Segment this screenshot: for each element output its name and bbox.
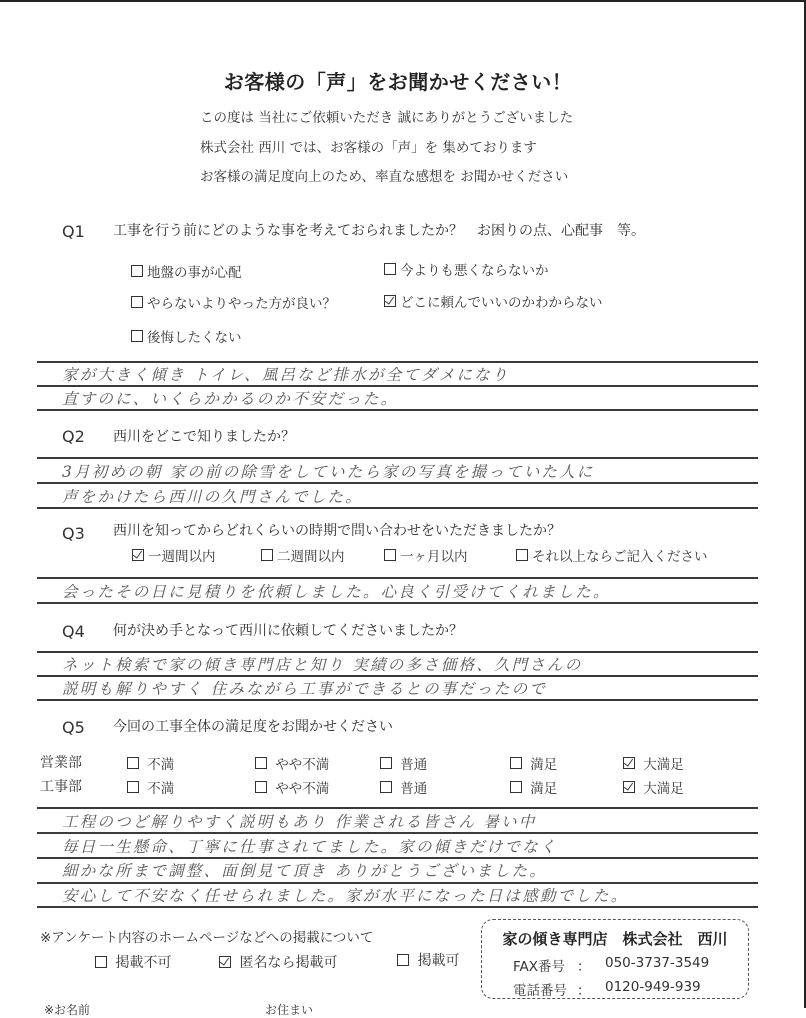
q2-number: Q2 (62, 427, 85, 446)
q3-answer-line-1: 会ったその日に見積りを依頼しました。心良く引受けてくれました。 (62, 583, 611, 601)
option-label: それ以上ならご記入ください (532, 549, 708, 565)
publication-option-not-allowed[interactable] (95, 952, 171, 972)
address-field-label: お住まい (265, 1003, 314, 1017)
construction-option-neutral[interactable] (380, 777, 427, 797)
checkbox-checked-icon[interactable] (623, 757, 635, 769)
option-label: 大満足 (643, 757, 684, 773)
checkbox-icon[interactable] (131, 265, 143, 277)
q1-option-better-to-do[interactable] (131, 292, 336, 312)
q1-answer-line-1: 家が大きく傾き トイレ、風呂など排水が全てダメになり (62, 366, 510, 384)
intro-line-3: お客様の満足度向上のため、率直な感想を お聞かせください (200, 169, 569, 185)
q4-question: 何が決め手となって西川に依頼してくださいましたか？ (113, 623, 463, 639)
construction-option-satisfied[interactable] (510, 777, 557, 797)
page-title: お客様の「声」をお聞かせください！ (223, 70, 573, 94)
fax-label: FAX番号 (513, 959, 566, 975)
q3-option-one-week[interactable] (132, 545, 216, 565)
checkbox-icon[interactable] (95, 956, 107, 968)
dept-sales: 営業部 (40, 755, 82, 771)
answer-rule (37, 602, 758, 604)
checkbox-icon[interactable] (255, 757, 267, 769)
fax-number: 050-3737-3549 (605, 955, 710, 971)
checkbox-checked-icon[interactable] (384, 295, 396, 307)
q1-answer-line-2: 直すのに、いくらかかるのか不安だった。 (62, 390, 399, 408)
q1-option-who-to-ask[interactable] (384, 291, 603, 311)
q3-option-one-month[interactable] (384, 545, 468, 565)
sales-option-neutral[interactable] (380, 753, 427, 773)
option-label: 普通 (400, 757, 428, 773)
option-label: 地盤の事が心配 (147, 265, 242, 281)
checkbox-icon[interactable] (510, 781, 522, 793)
option-label: 満足 (530, 781, 558, 797)
sales-option-satisfied[interactable] (510, 753, 557, 773)
construction-option-somewhat-dissatisfied[interactable] (255, 777, 329, 797)
q5-answer-line-2: 毎日一生懸命、丁寧に仕事されてました。家の傾きだけでなく (62, 838, 558, 856)
q5-question: 今回の工事全体の満足度をお聞かせください (113, 719, 393, 735)
q1-option-ground[interactable] (131, 261, 242, 281)
answer-rule (37, 577, 758, 579)
q2-answer-line-1: 3月初めの朝 家の前の除雪をしていたら家の写真を撮っていた人に (62, 463, 595, 481)
answer-rule (37, 832, 758, 834)
page-border-top (0, 0, 806, 2)
publication-note: ※アンケート内容のホームページなどへの掲載について (40, 930, 374, 946)
sales-option-dissatisfied[interactable] (127, 753, 174, 773)
tel-number: 0120-949-939 (605, 979, 701, 995)
checkbox-icon[interactable] (131, 330, 143, 342)
checkbox-icon[interactable] (380, 781, 392, 793)
sales-option-somewhat-dissatisfied[interactable] (255, 753, 329, 773)
option-label: やや不満 (275, 781, 330, 797)
checkbox-checked-icon[interactable] (623, 781, 635, 793)
option-label: 匿名なら掲載可 (239, 955, 338, 971)
q5-answer-line-1: 工程のつど解りやすく説明もあり 作業される皆さん 暑い中 (62, 813, 537, 831)
answer-rule (37, 409, 758, 411)
checkbox-checked-icon[interactable] (132, 549, 144, 561)
answer-rule (37, 457, 758, 459)
option-label: 普通 (400, 781, 428, 797)
checkbox-icon[interactable] (384, 263, 396, 275)
q5-number: Q5 (62, 718, 85, 737)
q1-number: Q1 (62, 222, 85, 241)
checkbox-icon[interactable] (261, 549, 273, 561)
company-name: 家の傾き専門店 株式会社 西川 (502, 930, 728, 948)
option-label: 掲載可 (417, 953, 460, 969)
intro-line-2: 株式会社 西川 では、お客様の「声」を 集めております (200, 140, 537, 156)
option-label: 満足 (530, 757, 558, 773)
option-label: 不満 (147, 781, 175, 797)
option-label: 二週間以内 (277, 549, 345, 565)
option-label: 不満 (147, 757, 175, 773)
answer-rule (37, 699, 758, 701)
q2-answer-line-2: 声をかけたら西川の久門さんでした。 (62, 488, 363, 506)
option-label: 掲載不可 (115, 955, 172, 971)
checkbox-icon[interactable] (127, 757, 139, 769)
intro-line-1: この度は 当社にご依頼いただき 誠にありがとうございました (200, 110, 574, 126)
q1-question: 工事を行う前にどのような事を考えておられましたか？ お困りの点、心配事 等。 (113, 223, 645, 239)
q3-option-longer[interactable] (516, 545, 708, 565)
checkbox-icon[interactable] (384, 549, 396, 561)
q1-option-no-regret[interactable] (131, 326, 242, 346)
construction-option-very-satisfied[interactable] (623, 777, 684, 797)
option-label: どこに頼んでいいのかわからない (400, 295, 603, 311)
tel-separator: ： (577, 983, 591, 999)
option-label: 今よりも悪くならないか (400, 263, 549, 279)
q3-number: Q3 (62, 524, 85, 543)
q5-answer-line-4: 安心して不安なく任せられました。家が水平になった日は感動でした。 (62, 887, 629, 905)
checkbox-icon[interactable] (127, 781, 139, 793)
construction-option-dissatisfied[interactable] (127, 777, 174, 797)
publication-option-anonymous[interactable] (219, 952, 337, 972)
option-label: 一週間以内 (148, 549, 216, 565)
checkbox-icon[interactable] (510, 757, 522, 769)
checkbox-icon[interactable] (255, 781, 267, 793)
sales-option-very-satisfied[interactable] (623, 753, 684, 773)
fax-separator: ： (577, 959, 591, 975)
q3-option-two-weeks[interactable] (261, 545, 345, 565)
checkbox-icon[interactable] (516, 549, 528, 561)
q1-option-worse[interactable] (384, 259, 549, 279)
q3-question: 西川を知ってからどれくらいの時期で問い合わせをいただきましたか？ (113, 523, 561, 539)
option-label: 後悔したくない (147, 330, 242, 346)
checkbox-icon[interactable] (131, 296, 143, 308)
answer-rule (37, 906, 758, 908)
publication-option-allowed[interactable] (397, 950, 459, 970)
name-field-label: ※お名前 (44, 1003, 91, 1017)
answer-rule (37, 482, 758, 484)
answer-rule (37, 807, 758, 809)
q4-answer-line-1: ネット検索で家の傾き専門店と知り 実績の多さ価格、久門さんの (62, 656, 583, 674)
option-label: やや不満 (275, 757, 330, 773)
checkbox-checked-icon[interactable] (219, 956, 231, 968)
dept-construction: 工事部 (40, 779, 82, 795)
q4-number: Q4 (62, 622, 85, 641)
option-label: やらないよりやった方が良い？ (147, 296, 336, 312)
tel-label: 電話番号 (513, 983, 567, 999)
q5-answer-line-3: 細かな所まで調整、面倒見て頂き ありがとうございました。 (62, 862, 548, 880)
checkbox-icon[interactable] (397, 954, 409, 966)
option-label: 一ヶ月以内 (400, 549, 468, 565)
q2-question: 西川をどこで知りましたか？ (113, 429, 295, 445)
checkbox-icon[interactable] (380, 757, 392, 769)
answer-rule (37, 507, 758, 509)
q4-answer-line-2: 説明も解りやすく 住みながら工事ができるとの事だったので (62, 680, 548, 698)
option-label: 大満足 (643, 781, 684, 797)
